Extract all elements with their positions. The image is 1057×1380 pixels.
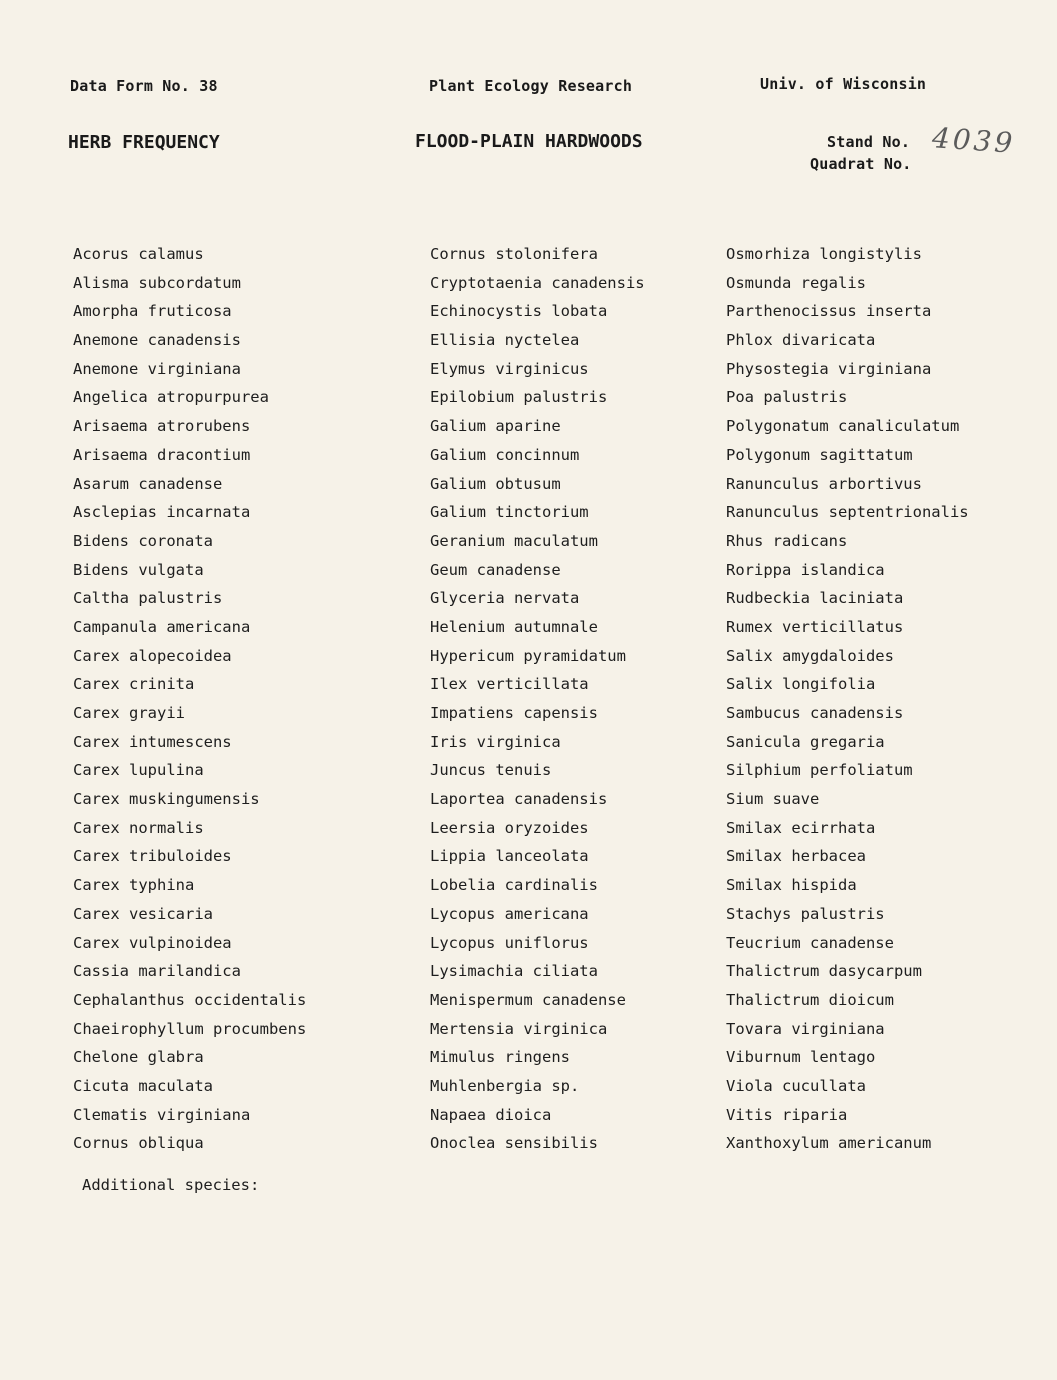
species-item: Osmorhiza longistylis — [726, 245, 922, 263]
species-column-3 — [726, 240, 969, 1158]
species-item: Caltha palustris — [73, 589, 223, 608]
species-item: Hypericum pyramidatum — [430, 646, 626, 665]
species-item: Salix amygdaloides — [726, 646, 894, 665]
species-item: Xanthoxylum americanum — [726, 1134, 932, 1153]
form-title: HERB FREQUENCY — [68, 132, 220, 153]
organization-name: Plant Ecology Research — [429, 77, 633, 95]
species-item: Geranium maculatum — [430, 531, 598, 550]
form-number: Data Form No. 38 — [70, 77, 218, 95]
species-item: Stachys palustris — [726, 904, 885, 923]
species-item: Cornus obliqua — [73, 1134, 204, 1153]
species-item: Carex crinita — [73, 675, 195, 694]
species-item: Asarum canadense — [73, 474, 223, 493]
species-item: Epilobium palustris — [430, 388, 608, 407]
species-item: Juncus tenuis — [430, 761, 552, 780]
species-item: Phlox divaricata — [726, 331, 876, 350]
species-item: Arisaema dracontium — [73, 445, 251, 464]
species-item: Carex vesicaria — [73, 904, 213, 923]
additional-species-label: Additional species: — [82, 1176, 260, 1194]
species-item: Silphium perfoliatum — [726, 761, 913, 780]
species-item: Sium suave — [726, 790, 820, 809]
species-item: Chaeirophyllum procumbens — [73, 1019, 307, 1038]
species-item: Osmunda regalis — [726, 273, 866, 292]
species-item: Napaea dioica — [430, 1105, 552, 1124]
species-item: Smilax hispida — [726, 876, 857, 895]
species-column-1 — [73, 240, 306, 1158]
species-item: Anemone virginiana — [73, 359, 241, 378]
institution-name: Univ. of Wisconsin — [760, 75, 927, 93]
species-item: Carex muskingumensis — [73, 790, 260, 809]
species-item: Carex grayii — [73, 704, 185, 722]
species-item: Elymus virginicus — [430, 359, 589, 378]
species-item: Galium tinctorium — [430, 503, 589, 522]
species-item: Viburnum lentago — [726, 1048, 876, 1067]
species-item: Menispermum canadense — [430, 990, 626, 1009]
species-item: Lobelia cardinalis — [430, 876, 598, 895]
species-item: Impatiens capensis — [430, 704, 598, 722]
species-item: Carex lupulina — [73, 761, 204, 780]
species-item: Alisma subcordatum — [73, 273, 241, 292]
species-item: Ranunculus septentrionalis — [726, 503, 969, 522]
species-item: Campanula americana — [73, 617, 251, 636]
species-item: Geum canadense — [430, 560, 561, 579]
species-item: Ranunculus arbortivus — [726, 474, 922, 493]
species-item: Cephalanthus occidentalis — [73, 990, 307, 1009]
species-item: Smilax ecirrhata — [726, 818, 876, 837]
species-item: Lippia lanceolata — [430, 847, 589, 866]
quadrat-number-label: Quadrat No. — [810, 155, 912, 173]
species-item: Sambucus canadensis — [726, 704, 904, 722]
species-item: Thalictrum dasycarpum — [726, 962, 922, 981]
species-item: Onoclea sensibilis — [430, 1134, 598, 1153]
species-item: Carex intumescens — [73, 732, 232, 751]
species-item: Helenium autumnale — [430, 617, 598, 636]
species-item: Laportea canadensis — [430, 790, 608, 809]
species-item: Cicuta maculata — [73, 1076, 213, 1095]
species-item: Acorus calamus — [73, 245, 204, 263]
community-title: FLOOD-PLAIN HARDWOODS — [415, 131, 643, 152]
species-item: Rhus radicans — [726, 531, 848, 550]
stand-number-label: Stand No. — [827, 133, 911, 151]
species-item: Sanicula gregaria — [726, 732, 885, 751]
species-item: Galium obtusum — [430, 474, 561, 493]
species-item: Angelica atropurpurea — [73, 388, 269, 407]
species-item: Parthenocissus inserta — [726, 302, 932, 321]
species-item: Chelone glabra — [73, 1048, 204, 1067]
species-item: Muhlenbergia sp. — [430, 1076, 580, 1095]
species-item: Thalictrum dioicum — [726, 990, 894, 1009]
species-item: Carex typhina — [73, 876, 195, 895]
species-item: Lycopus americana — [430, 904, 589, 923]
species-item: Anemone canadensis — [73, 331, 241, 350]
species-item: Salix longifolia — [726, 675, 876, 694]
species-column-2 — [430, 240, 645, 1158]
species-item: Asclepias incarnata — [73, 503, 251, 522]
species-item: Carex alopecoidea — [73, 646, 232, 665]
species-item: Mimulus ringens — [430, 1048, 570, 1067]
species-item: Polygonatum canaliculatum — [726, 417, 960, 436]
species-item: Ilex verticillata — [430, 675, 589, 694]
species-item: Leersia oryzoides — [430, 818, 589, 837]
species-item: Rorippa islandica — [726, 560, 885, 579]
species-item: Rudbeckia laciniata — [726, 589, 904, 608]
species-item: Poa palustris — [726, 388, 848, 407]
species-item: Cassia marilandica — [73, 962, 241, 981]
species-item: Glyceria nervata — [430, 589, 580, 608]
species-item: Carex vulpinoidea — [73, 933, 232, 952]
species-item: Physostegia virginiana — [726, 359, 932, 378]
species-item: Galium aparine — [430, 417, 561, 436]
species-item: Cornus stolonifera — [430, 245, 598, 263]
species-item: Rumex verticillatus — [726, 617, 904, 636]
species-item: Iris virginica — [430, 732, 561, 751]
species-item: Cryptotaenia canadensis — [430, 273, 645, 292]
species-item: Carex normalis — [73, 818, 204, 837]
species-item: Bidens coronata — [73, 531, 213, 550]
species-item: Viola cucullata — [726, 1076, 866, 1095]
species-item: Mertensia virginica — [430, 1019, 608, 1038]
species-item: Bidens vulgata — [73, 560, 204, 579]
species-item: Smilax herbacea — [726, 847, 866, 866]
species-item: Teucrium canadense — [726, 933, 894, 952]
species-item: Lysimachia ciliata — [430, 962, 598, 981]
species-item: Arisaema atrorubens — [73, 417, 251, 436]
species-item: Amorpha fruticosa — [73, 302, 232, 321]
species-item: Polygonum sagittatum — [726, 445, 913, 464]
species-item: Clematis virginiana — [73, 1105, 251, 1124]
species-item: Vitis riparia — [726, 1105, 848, 1124]
species-item: Echinocystis lobata — [430, 302, 608, 321]
species-item: Galium concinnum — [430, 445, 580, 464]
species-item: Lycopus uniflorus — [430, 933, 589, 952]
stand-number-handwritten: 4039 — [930, 121, 1017, 160]
species-item: Tovara virginiana — [726, 1019, 885, 1038]
species-item: Carex tribuloides — [73, 847, 232, 866]
species-item: Ellisia nyctelea — [430, 331, 580, 350]
